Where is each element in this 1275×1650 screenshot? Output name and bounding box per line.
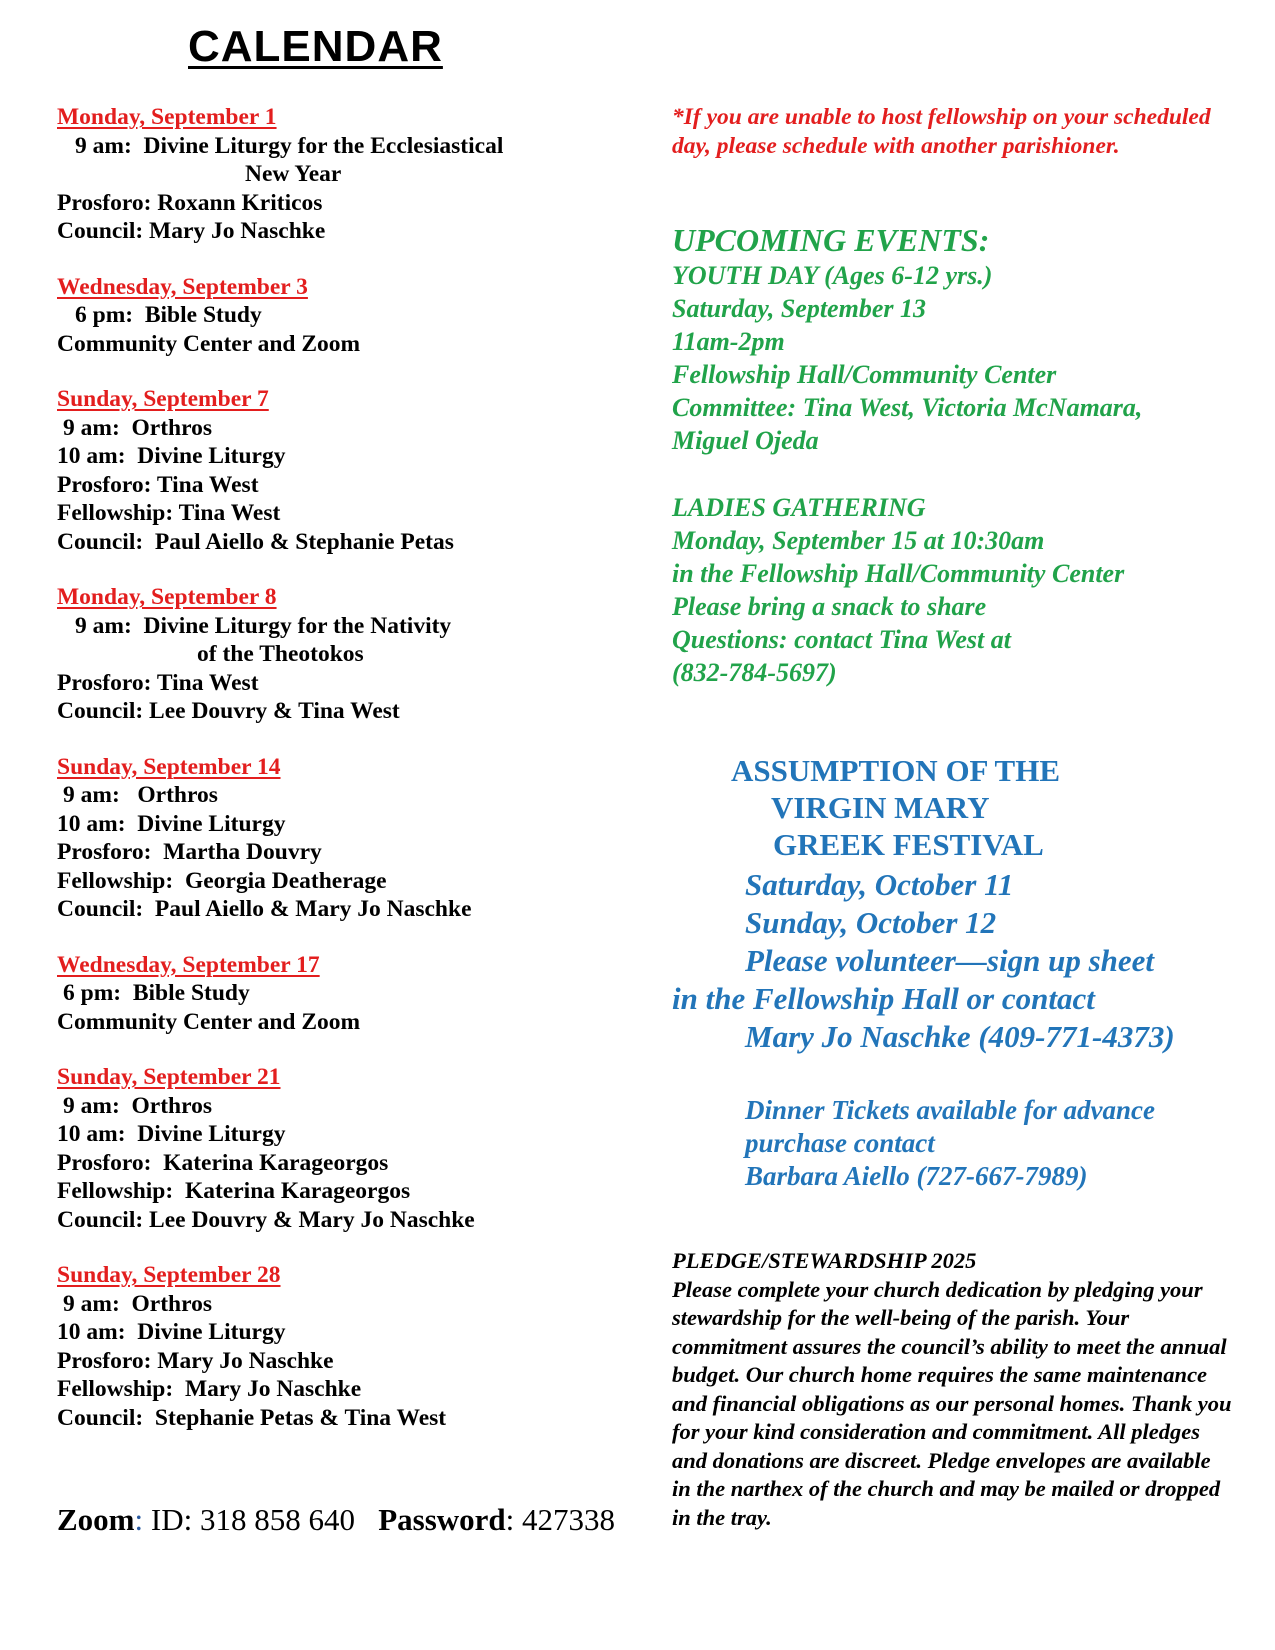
ladies-line: LADIES GATHERING: [672, 493, 926, 522]
ladies-line: Please bring a snack to share: [672, 592, 987, 621]
calendar-entry: [57, 385, 617, 556]
entry-line: of the Theotokos: [197, 641, 364, 667]
dinner-tickets-block: [745, 1094, 1155, 1193]
festival-heading-line: ASSUMPTION OF THE: [731, 753, 1060, 788]
entry-line: 9 am: Divine Liturgy for the Nativity: [75, 612, 452, 639]
entry-line: Fellowship: Katerina Karageorgos: [57, 1178, 411, 1204]
pledge-section: [672, 1247, 1232, 1532]
entry-line: 10 am: Divine Liturgy: [57, 1319, 286, 1345]
calendar-entry: [57, 951, 617, 1037]
calendar-entry: [57, 753, 617, 924]
entry-line: 10 am: Divine Liturgy: [57, 443, 286, 469]
youth-line: Saturday, September 13: [672, 294, 926, 323]
ladies-gathering-block: [672, 491, 1124, 689]
entry-line: 6 pm: Bible Study: [63, 980, 250, 1006]
festival-detail: Mary Jo Naschke (409-771-4373): [745, 1019, 1175, 1054]
entry-line: Fellowship: Georgia Deatherage: [57, 867, 387, 894]
calendar-entry: [57, 103, 617, 246]
youth-line: Miguel Ojeda: [672, 426, 819, 455]
entry-line: Community Center and Zoom: [57, 330, 361, 357]
ladies-line: in the Fellowship Hall/Community Center: [672, 559, 1125, 588]
youth-line: Fellowship Hall/Community Center: [672, 360, 1057, 389]
youth-day-block: [672, 259, 1142, 457]
entry-line: 9 am: Orthros: [63, 782, 218, 808]
youth-line: Committee: Tina West, Victoria McNamara,: [672, 393, 1143, 422]
entry-line: Fellowship: Mary Jo Naschke: [57, 1376, 362, 1402]
calendar-list: [57, 103, 617, 1459]
entry-line: Council: Stephanie Petas & Tina West: [57, 1404, 447, 1431]
entry-line: 6 pm: Bible Study: [75, 302, 262, 328]
zoom-label: Zoom: [57, 1502, 135, 1537]
zoom-info: Zoom: ID: 318 858 640 Password: 427338: [57, 1502, 616, 1537]
entry-line: Prosforo: Martha Douvry: [57, 839, 322, 865]
entry-line: Council: Paul Aiello & Stephanie Petas: [57, 528, 454, 555]
entry-date: Wednesday, September 17: [57, 951, 320, 978]
zoom-password-label: Password: [378, 1502, 506, 1537]
entry-line: Community Center and Zoom: [57, 1008, 361, 1035]
entry-line: 9 am: Orthros: [63, 414, 213, 441]
entry-line: Prosforo: Tina West: [57, 471, 259, 498]
entry-line: Prosforo: Mary Jo Naschke: [57, 1347, 334, 1374]
fellowship-note: *If you are unable to host fellowship on your scheduled day, please schedule with another parishioner.: [672, 104, 1211, 159]
entry-line: 9 am: Orthros: [63, 1092, 213, 1119]
entry-line: 10 am: Divine Liturgy: [57, 1121, 286, 1147]
entry-date: Sunday, September 28: [57, 1262, 281, 1288]
festival-heading-line: VIRGIN MARY: [771, 790, 990, 825]
entry-line: 10 am: Divine Liturgy: [57, 810, 286, 837]
festival-detail: Saturday, October 11: [745, 867, 1014, 902]
entry-date: Sunday, September 14: [57, 753, 281, 780]
ladies-line: (832-784-5697): [672, 658, 837, 687]
calendar-entry: [57, 1063, 617, 1234]
pledge-heading: PLEDGE/STEWARDSHIP 2025: [672, 1248, 977, 1273]
dinner-line: Dinner Tickets available for advance: [745, 1095, 1155, 1125]
ladies-line: Monday, September 15 at 10:30am: [672, 526, 1045, 555]
dinner-line: purchase contact: [745, 1128, 935, 1158]
festival-detail: in the Fellowship Hall or contact: [672, 981, 1095, 1016]
festival-heading-line: GREEK FESTIVAL: [773, 827, 1044, 862]
zoom-id-label: ID: [150, 1502, 184, 1537]
zoom-password: 427338: [522, 1502, 616, 1537]
festival-detail: Sunday, October 12: [745, 905, 997, 940]
entry-line: Prosforo: Roxann Kriticos: [57, 189, 323, 216]
entry-line: Council: Paul Aiello & Mary Jo Naschke: [57, 896, 472, 922]
youth-line: YOUTH DAY (Ages 6-12 yrs.): [672, 261, 993, 290]
entry-line: 9 am: Orthros: [63, 1290, 213, 1317]
entry-line: Council: Mary Jo Naschke: [57, 218, 326, 244]
festival-detail: Please volunteer—sign up sheet: [745, 943, 1155, 978]
entry-line: New Year: [245, 161, 342, 187]
entry-date: Monday, September 1: [57, 104, 277, 130]
dinner-line: Barbara Aiello (727-667-7989): [745, 1161, 1088, 1191]
entry-line: Council: Lee Douvry & Mary Jo Naschke: [57, 1206, 475, 1233]
pledge-text: Please complete your church dedication by pledging your stewardship for the well-being of the parish. Your commitment assures the council’s ability to meet the annual budget. Our church home requires the same maintenance and financial obligations as our personal homes. Thank you for your kind consideration and commitment. All pledges and donations are discreet. Pledge envelopes are available in the narthex of the church and may be mailed or dropped in the tray.: [672, 1276, 1232, 1530]
calendar-entry: [57, 583, 617, 726]
entry-line: Prosforo: Katerina Karageorgos: [57, 1149, 389, 1176]
entry-date: Sunday, September 21: [57, 1064, 281, 1090]
entry-line: 9 am: Divine Liturgy for the Ecclesiastical: [75, 132, 504, 159]
entry-line: Prosforo: Tina West: [57, 669, 259, 696]
calendar-entry: [57, 273, 617, 359]
youth-line: 11am-2pm: [672, 327, 785, 356]
page-title: CALENDAR: [188, 22, 443, 71]
zoom-id: 318 858 640: [199, 1502, 355, 1537]
upcoming-events-heading: UPCOMING EVENTS:: [672, 222, 990, 258]
entry-date: Sunday, September 7: [57, 386, 269, 412]
entry-date: Monday, September 8: [57, 584, 277, 610]
calendar-entry: [57, 1261, 617, 1432]
ladies-line: Questions: contact Tina West at: [672, 625, 1011, 654]
entry-date: Wednesday, September 3: [57, 273, 308, 300]
entry-line: Council: Lee Douvry & Tina West: [57, 698, 400, 724]
entry-line: Fellowship: Tina West: [57, 500, 281, 526]
